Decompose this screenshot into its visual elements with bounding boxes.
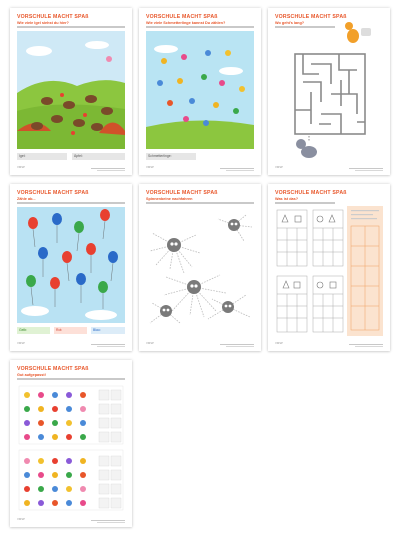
footer-logo: VMSP <box>146 165 154 169</box>
butterfly-count-field[interactable]: Schmetterlinge: <box>146 153 196 160</box>
brand-title: VORSCHULE MACHT SPAß <box>275 190 347 196</box>
instruction-line <box>17 202 125 204</box>
instruction-line <box>17 378 125 380</box>
footer-note <box>349 344 383 345</box>
footer-note <box>355 170 383 171</box>
footer-note <box>220 168 254 169</box>
footer-note <box>97 346 125 347</box>
brand-title: VORSCHULE MACHT SPAß <box>17 14 89 20</box>
worksheet-card-maze[interactable] <box>268 8 390 175</box>
brand-title: VORSCHULE MACHT SPAß <box>146 14 218 20</box>
hedgehog-scene <box>17 31 125 149</box>
footer-note <box>226 170 254 171</box>
worksheet-card-butterflies[interactable] <box>139 8 261 175</box>
footer-note <box>355 346 383 347</box>
brand-title: VORSCHULE MACHT SPAß <box>17 190 89 196</box>
yellow-count-field[interactable]: Gelb: <box>17 327 50 334</box>
blue-count-field[interactable]: Blau: <box>91 327 125 334</box>
spider-tracing-scene <box>146 207 254 333</box>
maze-scene <box>275 14 383 164</box>
brand-title: VORSCHULE MACHT SPAß <box>146 190 218 196</box>
footer-note <box>91 520 125 521</box>
balloon-scene <box>17 207 125 323</box>
footer-note <box>226 346 254 347</box>
worksheet-card-shapes[interactable] <box>268 184 390 351</box>
instruction-line <box>275 202 335 204</box>
butterfly-scene <box>146 31 254 149</box>
footer-note <box>97 522 125 523</box>
worksheet-title: Gut aufgepasst! <box>17 373 46 377</box>
worksheet-title: Was ist das? <box>275 197 299 201</box>
hedgehog-count-field[interactable]: Igel: <box>17 153 67 160</box>
worksheet-card-spiders[interactable] <box>139 184 261 351</box>
worksheet-title: Spinnenbeine nachfahren <box>146 197 193 201</box>
footer-logo: VMSP <box>17 517 25 521</box>
footer-logo: VMSP <box>275 341 283 345</box>
worksheet-title: Zähle ab... <box>17 197 36 201</box>
footer-note <box>91 344 125 345</box>
footer-logo: VMSP <box>275 165 283 169</box>
brand-title: VORSCHULE MACHT SPAß <box>275 14 347 20</box>
shape-copy-grids <box>275 206 383 336</box>
worksheet-card-balloons[interactable] <box>10 184 132 351</box>
instruction-line <box>146 202 254 204</box>
brand-title: VORSCHULE MACHT SPAß <box>17 366 89 372</box>
footer-note <box>91 168 125 169</box>
footer-logo: VMSP <box>17 341 25 345</box>
instruction-line <box>146 26 254 28</box>
worksheet-title: Wie viele Schmetterlinge kannst Du zählen? <box>146 21 226 25</box>
footer-note <box>349 168 383 169</box>
worksheet-card-matching[interactable] <box>10 360 132 527</box>
footer-note <box>97 170 125 171</box>
worksheet-card-hedgehogs[interactable] <box>10 8 132 175</box>
footer-logo: VMSP <box>146 341 154 345</box>
footer-note <box>220 344 254 345</box>
footer-logo: VMSP <box>17 165 25 169</box>
worksheet-title: Wo geht's lang? <box>275 21 305 25</box>
red-count-field[interactable]: Rot: <box>54 327 87 334</box>
matching-grid <box>17 384 125 514</box>
apple-count-field[interactable]: Äpfel: <box>72 153 125 160</box>
worksheet-title: Wie viele Igel siehst du hier? <box>17 21 69 25</box>
instruction-line <box>17 26 125 28</box>
